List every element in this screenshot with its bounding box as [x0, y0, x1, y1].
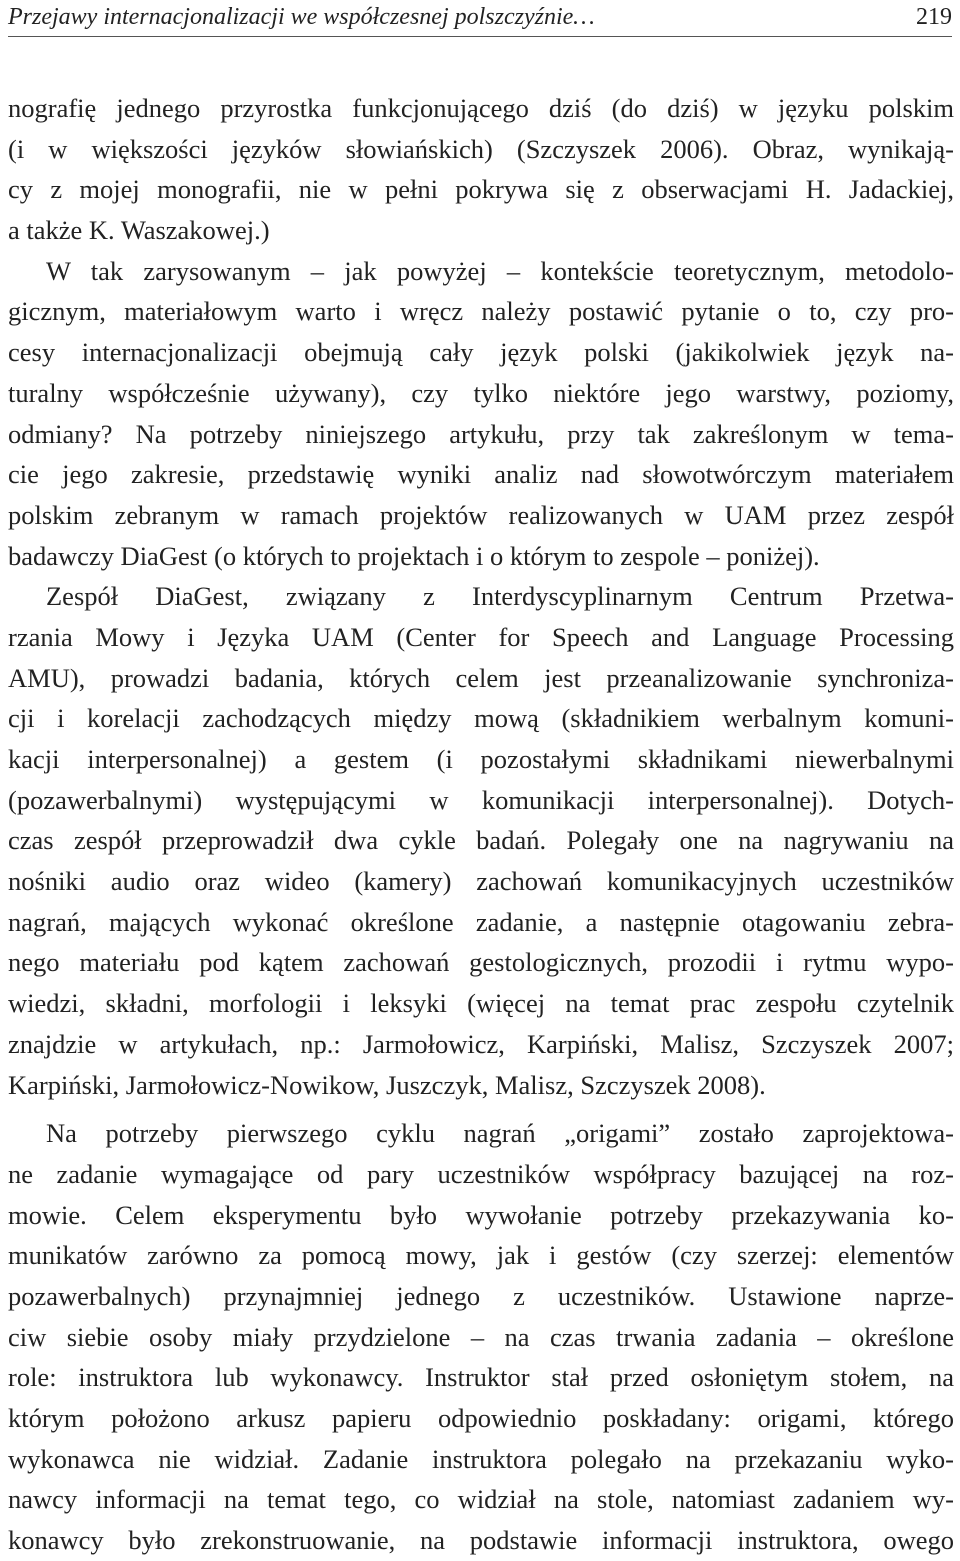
text-line: Zespół DiaGest, związany z Interdyscyplinarnym Centrum Przetwa- [46, 581, 954, 612]
text-line: (i w większości języków słowiańskich) (Szczyszek 2006). Obraz, wynikają- [8, 133, 954, 164]
text-line: a także K. Waszakowej.) [8, 215, 270, 246]
text-line: W tak zarysowanym – jak powyżej – kontekście teoretycznym, metodolo- [46, 255, 954, 286]
text-line: ciw siebie osoby miały przydzielone – na czas trwania zadania – określone [8, 1321, 954, 1352]
running-header [8, 0, 952, 37]
text-line: Na potrzeby pierwszego cyklu nagrań „origami” zostało zaprojektowa- [46, 1118, 954, 1149]
page-number: 219 [916, 4, 952, 30]
text-line: gicznym, materiałowym warto i wręcz należy postawić pytanie o to, czy pro- [8, 296, 954, 327]
text-line: nośniki audio oraz wideo (kamery) zachowań komunikacyjnych uczestników [8, 866, 954, 897]
text-line: polskim zebranym w ramach projektów realizowanych w UAM przez zespół [8, 499, 954, 530]
text-line: cesy internacjonalizacji obejmują cały język polski (jakikolwiek język na- [8, 337, 954, 368]
text-line: role: instruktora lub wykonawcy. Instruktor stał przed osłoniętym stołem, na [8, 1362, 954, 1393]
text-line: wiedzi, składni, morfologii i leksyki (więcej na temat prac zespołu czytelnik [8, 988, 954, 1019]
text-line: znajdzie w artykułach, np.: Jarmołowicz, Karpiński, Malisz, Szczyszek 2007; [8, 1028, 954, 1059]
text-line: (pozawerbalnymi) występującymi w komunikacji interpersonalnej). Dotych- [8, 784, 954, 815]
text-line: ne zadanie wymagające od pary uczestników współpracy bazującej na roz- [8, 1158, 954, 1189]
text-line: Karpiński, Jarmołowicz-Nowikow, Juszczyk, Malisz, Szczyszek 2008). [8, 1069, 766, 1100]
text-line: konawcy było zrekonstruowanie, na podstawie informacji instruktora, owego [8, 1525, 954, 1556]
text-line: mowie. Celem eksperymentu było wywołanie potrzeby przekazywania ko- [8, 1199, 954, 1230]
text-line: badawczy DiaGest (o których to projektach i o którym to zespole – poniżej). [8, 540, 820, 571]
text-line: którym położono arkusz papieru odpowiednio poskładany: origami, którego [8, 1403, 954, 1433]
text-line: cji i korelacji zachodzących między mową (składnikiem werbalnym komuni- [8, 703, 954, 734]
text-line: kacji interpersonalnej) a gestem (i pozostałymi składnikami niewerbalnymi [8, 744, 954, 774]
text-line: nego materiału pod kątem zachowań gestologicznych, prozodii i rytmu wypo- [8, 947, 954, 978]
text-line: cy z mojej monografii, nie w pełni pokrywa się z obserwacjami H. Jadackiej, [8, 174, 954, 205]
text-line: nagrań, mających wykonać określone zadanie, a następnie otagowaniu zebra- [8, 906, 954, 937]
text-line: odmiany? Na potrzeby niniejszego artykułu, przy tak zakreślonym w tema- [8, 418, 954, 449]
text-line: nografię jednego przyrostka funkcjonującego dziś (do dziś) w języku polskim [8, 93, 954, 123]
text-line: pozawerbalnych) przynajmniej jednego z uczestników. Ustawione naprze- [8, 1280, 954, 1311]
text-line: munikatów zarówno za pomocą mowy, jak i gestów (czy szerzej: elementów [8, 1240, 954, 1271]
text-line: turalny współcześnie używany), czy tylko niektóre jego warstwy, poziomy, [8, 377, 954, 408]
text-line: nawcy informacji na temat tego, co widział na stole, natomiast zadaniem wy- [8, 1484, 954, 1515]
text-line: rzania Mowy i Języka UAM (Center for Speech and Language Processing [8, 621, 954, 652]
text-line: czas zespół przeprowadził dwa cykle badań. Polegały one na nagrywaniu na [8, 825, 954, 856]
text-line: AMU), prowadzi badania, których celem jest przeanalizowanie synchroniza- [8, 662, 954, 693]
text-line: cie jego zakresie, przedstawię wyniki analiz nad słowotwórczym materiałem [8, 459, 954, 490]
running-title: Przejawy internacjonalizacji we współczesnej polszczyźnie… [8, 4, 595, 30]
body-text [8, 88, 954, 1561]
text-line: wykonawca nie widział. Zadanie instruktora polegało na przekazaniu wyko- [8, 1443, 954, 1474]
